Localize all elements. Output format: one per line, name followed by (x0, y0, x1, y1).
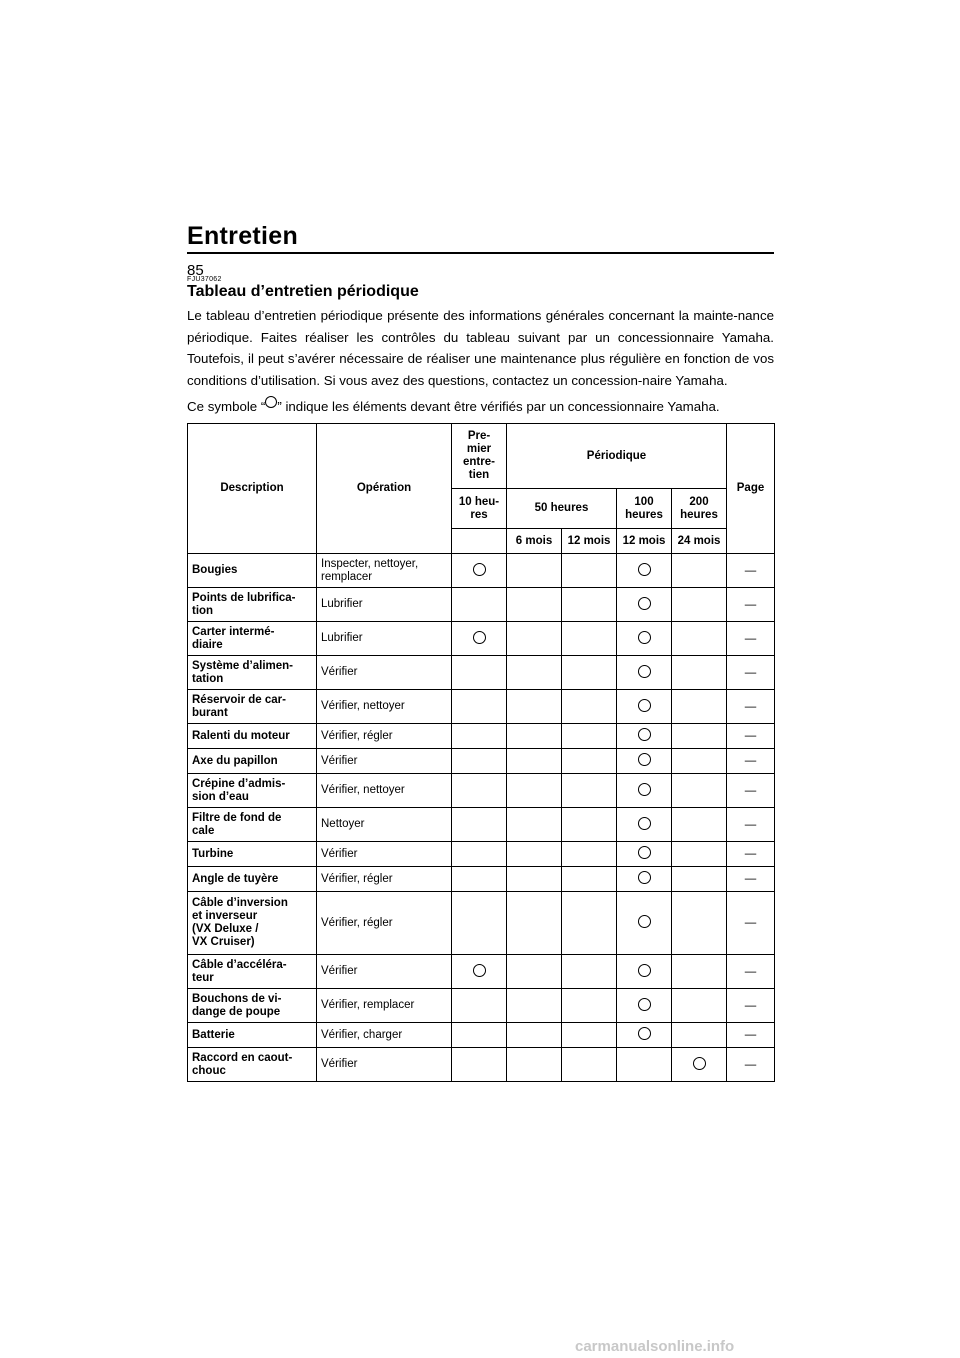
row-description: Ralenti du moteur (188, 724, 317, 749)
header-50h: 50 heures (507, 489, 617, 529)
row-description: Câble d’accéléra- teur (188, 955, 317, 989)
table-row (188, 690, 775, 724)
interval-cell (617, 955, 672, 989)
interval-cell (562, 808, 617, 842)
row-operation: Vérifier, nettoyer (317, 774, 452, 808)
page-title: Entretien (187, 222, 299, 250)
circle-check-icon (638, 597, 651, 610)
header-200h (672, 489, 727, 529)
interval-cell (672, 690, 727, 724)
interval-cell (617, 554, 672, 588)
circle-check-icon (638, 846, 651, 859)
interval-cell (617, 724, 672, 749)
interval-cell (507, 955, 562, 989)
row-description: Turbine (188, 842, 317, 867)
interval-cell (452, 724, 507, 749)
row-page: — (727, 842, 775, 867)
header-divider (187, 252, 774, 254)
interval-cell (617, 989, 672, 1023)
interval-cell (617, 867, 672, 892)
row-page: — (727, 622, 775, 656)
circle-check-icon (638, 817, 651, 830)
interval-cell (562, 1023, 617, 1048)
row-description: Carter intermé- diaire (188, 622, 317, 656)
section-title: Tableau d’entretien périodique (187, 283, 419, 300)
table-row (188, 989, 775, 1023)
interval-cell (452, 989, 507, 1023)
interval-cell (507, 842, 562, 867)
header-first-service-text: Pre- mier entre- tien (463, 430, 495, 481)
interval-cell (507, 554, 562, 588)
interval-cell (507, 656, 562, 690)
row-description: Système d’alimen- tation (188, 656, 317, 690)
interval-cell (617, 749, 672, 774)
row-operation: Vérifier, charger (317, 1023, 452, 1048)
page-number: 85 (187, 262, 204, 279)
interval-cell (617, 622, 672, 656)
interval-cell (617, 588, 672, 622)
header-12m-b: 12 mois (617, 529, 672, 554)
header-description: Description (188, 424, 317, 554)
interval-cell (507, 808, 562, 842)
interval-cell (562, 842, 617, 867)
interval-cell (507, 749, 562, 774)
interval-cell (507, 690, 562, 724)
row-description: Raccord en caout- chouc (188, 1048, 317, 1082)
row-description: Axe du papillon (188, 749, 317, 774)
interval-cell (672, 842, 727, 867)
header-page: Page (727, 424, 775, 554)
header-blank (452, 529, 507, 554)
row-operation: Vérifier, remplacer (317, 989, 452, 1023)
circle-check-icon (638, 631, 651, 644)
circle-check-icon (638, 699, 651, 712)
interval-cell (562, 656, 617, 690)
interval-cell (452, 867, 507, 892)
row-description: Réservoir de car- burant (188, 690, 317, 724)
circle-check-icon (265, 396, 277, 408)
row-page: — (727, 588, 775, 622)
circle-check-icon (693, 1057, 706, 1070)
interval-cell (507, 724, 562, 749)
interval-cell (672, 554, 727, 588)
row-page: — (727, 1023, 775, 1048)
interval-cell (507, 867, 562, 892)
row-operation: Vérifier (317, 656, 452, 690)
circle-check-icon (473, 631, 486, 644)
row-operation: Vérifier (317, 749, 452, 774)
row-operation: Vérifier (317, 955, 452, 989)
table-row (188, 867, 775, 892)
table-row (188, 892, 775, 955)
circle-check-icon (638, 964, 651, 977)
row-page: — (727, 724, 775, 749)
row-description: Filtre de fond de cale (188, 808, 317, 842)
row-operation: Vérifier (317, 1048, 452, 1082)
row-page: — (727, 554, 775, 588)
table-row (188, 1048, 775, 1082)
interval-cell (672, 724, 727, 749)
row-operation: Vérifier, nettoyer (317, 690, 452, 724)
header-periodic: Périodique (507, 424, 727, 489)
interval-cell (562, 622, 617, 656)
interval-cell (617, 892, 672, 955)
table-row (188, 588, 775, 622)
circle-check-icon (638, 783, 651, 796)
maintenance-table (187, 423, 775, 1082)
interval-cell (617, 1048, 672, 1082)
circle-check-icon (638, 1027, 651, 1040)
interval-cell (672, 1048, 727, 1082)
row-page: — (727, 892, 775, 955)
interval-cell (452, 622, 507, 656)
row-description: Bouchons de vi- dange de poupe (188, 989, 317, 1023)
interval-cell (452, 554, 507, 588)
circle-check-icon (638, 871, 651, 884)
interval-cell (562, 690, 617, 724)
row-page: — (727, 749, 775, 774)
interval-cell (617, 842, 672, 867)
header-100h-text: 100 heures (625, 495, 663, 521)
table-row (188, 842, 775, 867)
row-description: Points de lubrifica- tion (188, 588, 317, 622)
table-row (188, 774, 775, 808)
interval-cell (507, 1023, 562, 1048)
interval-cell (672, 749, 727, 774)
interval-cell (452, 588, 507, 622)
table-row (188, 808, 775, 842)
interval-cell (507, 622, 562, 656)
interval-cell (617, 690, 672, 724)
row-page: — (727, 690, 775, 724)
circle-check-icon (638, 753, 651, 766)
interval-cell (452, 1023, 507, 1048)
row-page: — (727, 955, 775, 989)
header-100h (617, 489, 672, 529)
header-200h-text: 200 heures (680, 495, 718, 521)
interval-cell (672, 622, 727, 656)
symbol-legend (187, 396, 787, 418)
interval-cell (672, 774, 727, 808)
header-operation: Opération (317, 424, 452, 554)
interval-cell (452, 892, 507, 955)
interval-cell (452, 749, 507, 774)
interval-cell (507, 989, 562, 1023)
interval-cell (452, 842, 507, 867)
interval-cell (452, 1048, 507, 1082)
reference-code: FJU37062 (187, 276, 222, 283)
circle-check-icon (638, 728, 651, 741)
row-page: — (727, 774, 775, 808)
interval-cell (617, 1023, 672, 1048)
interval-cell (562, 989, 617, 1023)
row-page: — (727, 1048, 775, 1082)
interval-cell (672, 955, 727, 989)
interval-cell (617, 808, 672, 842)
interval-cell (617, 774, 672, 808)
symbol-text-after: ” indique les éléments devant être vérifiés par un concessionnaire Yamaha. (277, 399, 720, 414)
interval-cell (562, 1048, 617, 1082)
row-operation: Lubrifier (317, 622, 452, 656)
interval-cell (452, 774, 507, 808)
watermark: carmanualsonline.info (575, 1338, 735, 1355)
intro-paragraph (187, 305, 774, 391)
circle-check-icon (638, 665, 651, 678)
interval-cell (562, 892, 617, 955)
circle-check-icon (473, 964, 486, 977)
circle-check-icon (473, 563, 486, 576)
interval-cell (617, 656, 672, 690)
interval-cell (562, 867, 617, 892)
interval-cell (672, 892, 727, 955)
interval-cell (452, 808, 507, 842)
circle-check-icon (638, 563, 651, 576)
row-operation: Lubrifier (317, 588, 452, 622)
table-row (188, 955, 775, 989)
row-description: Angle de tuyère (188, 867, 317, 892)
symbol-text-before: Ce symbole “ (187, 399, 266, 414)
row-operation: Inspecter, nettoyer, remplacer (317, 554, 452, 588)
interval-cell (562, 955, 617, 989)
interval-cell (672, 656, 727, 690)
header-10h-text: 10 heu- res (458, 495, 500, 521)
header-6m: 6 mois (507, 529, 562, 554)
table-row (188, 622, 775, 656)
row-operation: Vérifier, régler (317, 892, 452, 955)
intro-text: Le tableau d’entretien périodique présente des informations générales concernant la mainte-nance périodique. Faites réaliser les contrôles du tableau suivant par un concessionnaire Yamaha. Toutefois, il peut s’avérer nécessaire de réaliser une maintenance plus régulière en fonction de vos conditions d’utilisation. Si vous avez des questions, contactez un concession-naire Yamaha. (187, 308, 774, 388)
interval-cell (452, 955, 507, 989)
row-page: — (727, 867, 775, 892)
row-description: Bougies (188, 554, 317, 588)
table-row (188, 554, 775, 588)
table-row (188, 1023, 775, 1048)
table-row (188, 749, 775, 774)
interval-cell (452, 690, 507, 724)
table-row (188, 724, 775, 749)
row-description: Câble d’inversion et inverseur (VX Deluxe / VX Cruiser) (188, 892, 317, 955)
header-12m-a: 12 mois (562, 529, 617, 554)
interval-cell (507, 892, 562, 955)
row-operation: Vérifier, régler (317, 724, 452, 749)
table-body (188, 554, 775, 1082)
header-24m: 24 mois (672, 529, 727, 554)
interval-cell (507, 774, 562, 808)
header-first-service (452, 424, 507, 489)
interval-cell (672, 588, 727, 622)
circle-check-icon (638, 998, 651, 1011)
interval-cell (672, 867, 727, 892)
header-10h (452, 489, 507, 529)
interval-cell (672, 989, 727, 1023)
row-page: — (727, 656, 775, 690)
interval-cell (507, 588, 562, 622)
circle-check-icon (638, 915, 651, 928)
interval-cell (562, 774, 617, 808)
table-row (188, 656, 775, 690)
row-description: Batterie (188, 1023, 317, 1048)
interval-cell (452, 656, 507, 690)
row-operation: Vérifier (317, 842, 452, 867)
interval-cell (562, 724, 617, 749)
row-page: — (727, 989, 775, 1023)
interval-cell (672, 1023, 727, 1048)
row-description: Crépine d’admis- sion d’eau (188, 774, 317, 808)
interval-cell (562, 554, 617, 588)
interval-cell (672, 808, 727, 842)
interval-cell (507, 1048, 562, 1082)
row-operation: Vérifier, régler (317, 867, 452, 892)
row-page: — (727, 808, 775, 842)
row-operation: Nettoyer (317, 808, 452, 842)
interval-cell (562, 749, 617, 774)
interval-cell (562, 588, 617, 622)
